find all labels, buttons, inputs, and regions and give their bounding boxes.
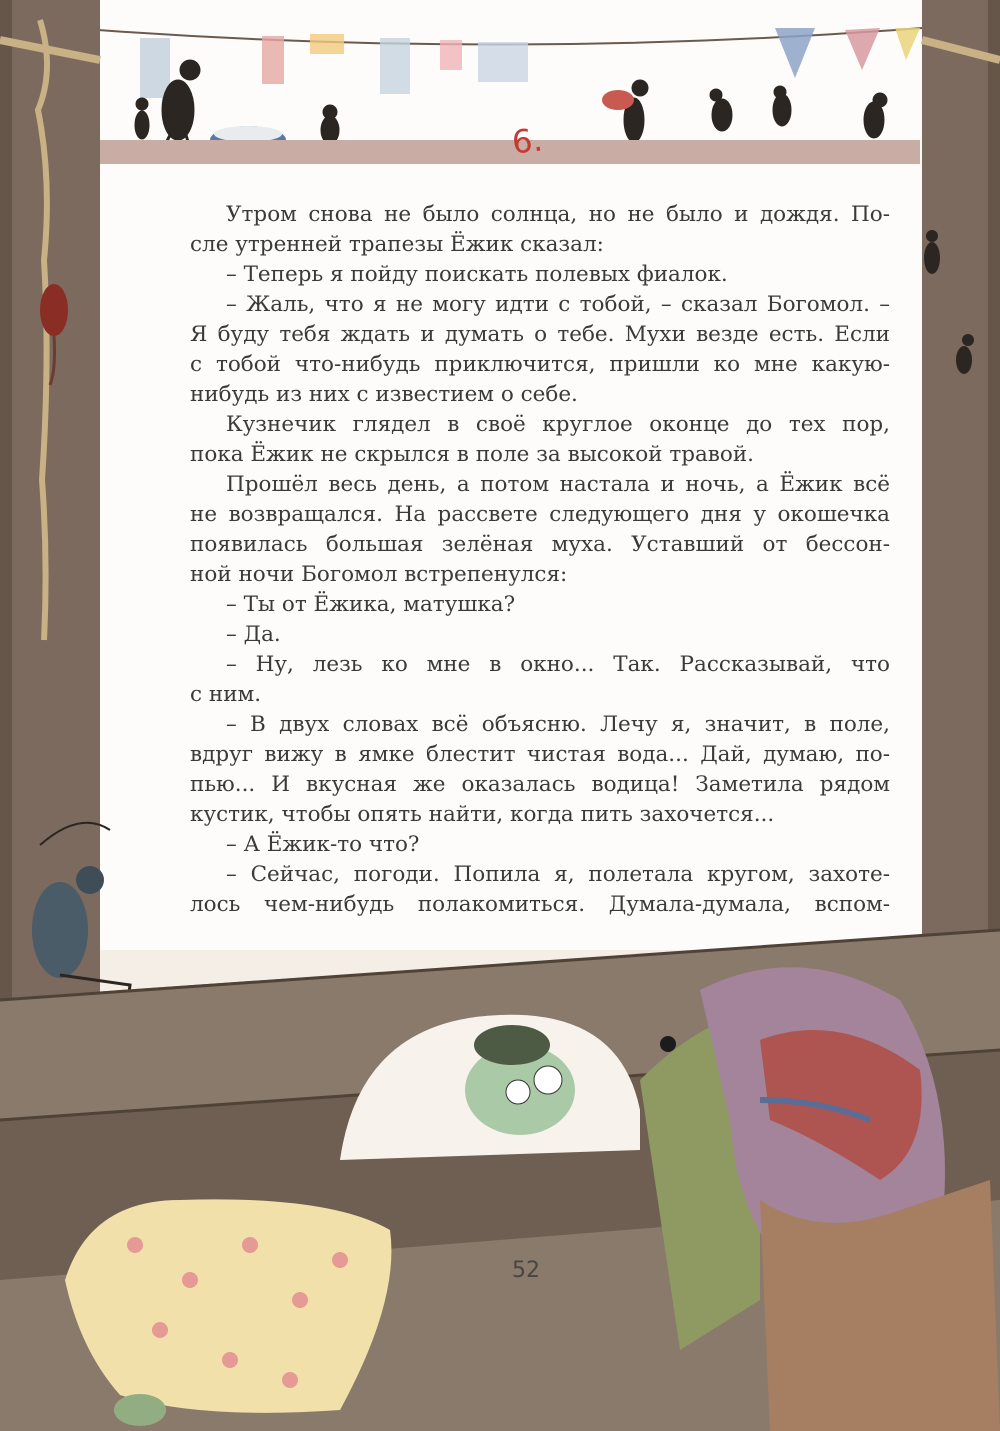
paragraph: – Да. <box>226 622 281 647</box>
paragraph-line: вдруг вижу в ямке блестит чистая вода... Дай, думаю, по- <box>190 742 890 767</box>
paragraph: – А Ёжик-то что? <box>226 832 420 857</box>
paragraph: – В двух словах всё объясню. Лечу я, значит, в поле, <box>226 712 890 737</box>
paragraph-line: с тобой что-нибудь приключится, пришли ко мне какую- <box>190 352 890 377</box>
hanging-beetle <box>40 284 68 336</box>
paragraph: – Ну, лезь ко мне в окно... Так. Рассказывай, что <box>226 652 890 677</box>
paragraph: Прошёл весь день, а потом настала и ночь, а Ёжик всё <box>226 472 890 497</box>
paragraph-line: Я буду тебя ждать и думать о тебе. Мухи везде есть. Если <box>190 322 890 347</box>
paragraph: Утром снова не было солнца, но не было и дождя. По- <box>226 202 890 227</box>
paragraph-line: не возвращался. На рассвете следующего дня у окошечка <box>190 502 890 527</box>
paragraph-line: пока Ёжик не скрылся в поле за высокой травой. <box>190 442 755 467</box>
chapter-number: 6. <box>510 120 545 162</box>
paragraph: – Сейчас, погоди. Попила я, полетала кругом, захоте- <box>226 862 890 887</box>
story-text <box>190 200 890 920</box>
paragraph: – Ты от Ёжика, матушка? <box>226 592 516 617</box>
paragraph: – Теперь я пойду поискать полевых фиалок. <box>226 262 728 287</box>
paragraph-line: сле утренней трапезы Ёжик сказал: <box>190 232 604 257</box>
paragraph-line: с ним. <box>190 682 262 707</box>
page-number: 52 <box>512 1258 540 1283</box>
paragraph-line: пью... И вкусная же оказалась водица! Заметила рядом <box>190 772 890 797</box>
paragraph-line: кустик, чтобы опять найти, когда пить захочется... <box>190 802 775 827</box>
pillow <box>65 1199 391 1412</box>
top-shelf <box>98 140 920 164</box>
paragraph-line: появилась большая зелёная муха. Уставший от бессон- <box>190 532 890 557</box>
paragraph: Кузнечик глядел в своё круглое оконце до тех пор, <box>226 412 890 437</box>
tree-stump <box>760 1180 1000 1431</box>
paragraph-line: нибудь из них с известием о себе. <box>190 382 578 407</box>
paragraph-line: ной ночи Богомол встрепенулся: <box>190 562 568 587</box>
paragraph-line: лось чем-нибудь полакомиться. Думала-думала, вспом- <box>190 892 890 917</box>
left-wooden-post <box>0 0 100 1000</box>
paragraph: – Жаль, что я не могу идти с тобой, – сказал Богомол. – <box>226 292 890 317</box>
